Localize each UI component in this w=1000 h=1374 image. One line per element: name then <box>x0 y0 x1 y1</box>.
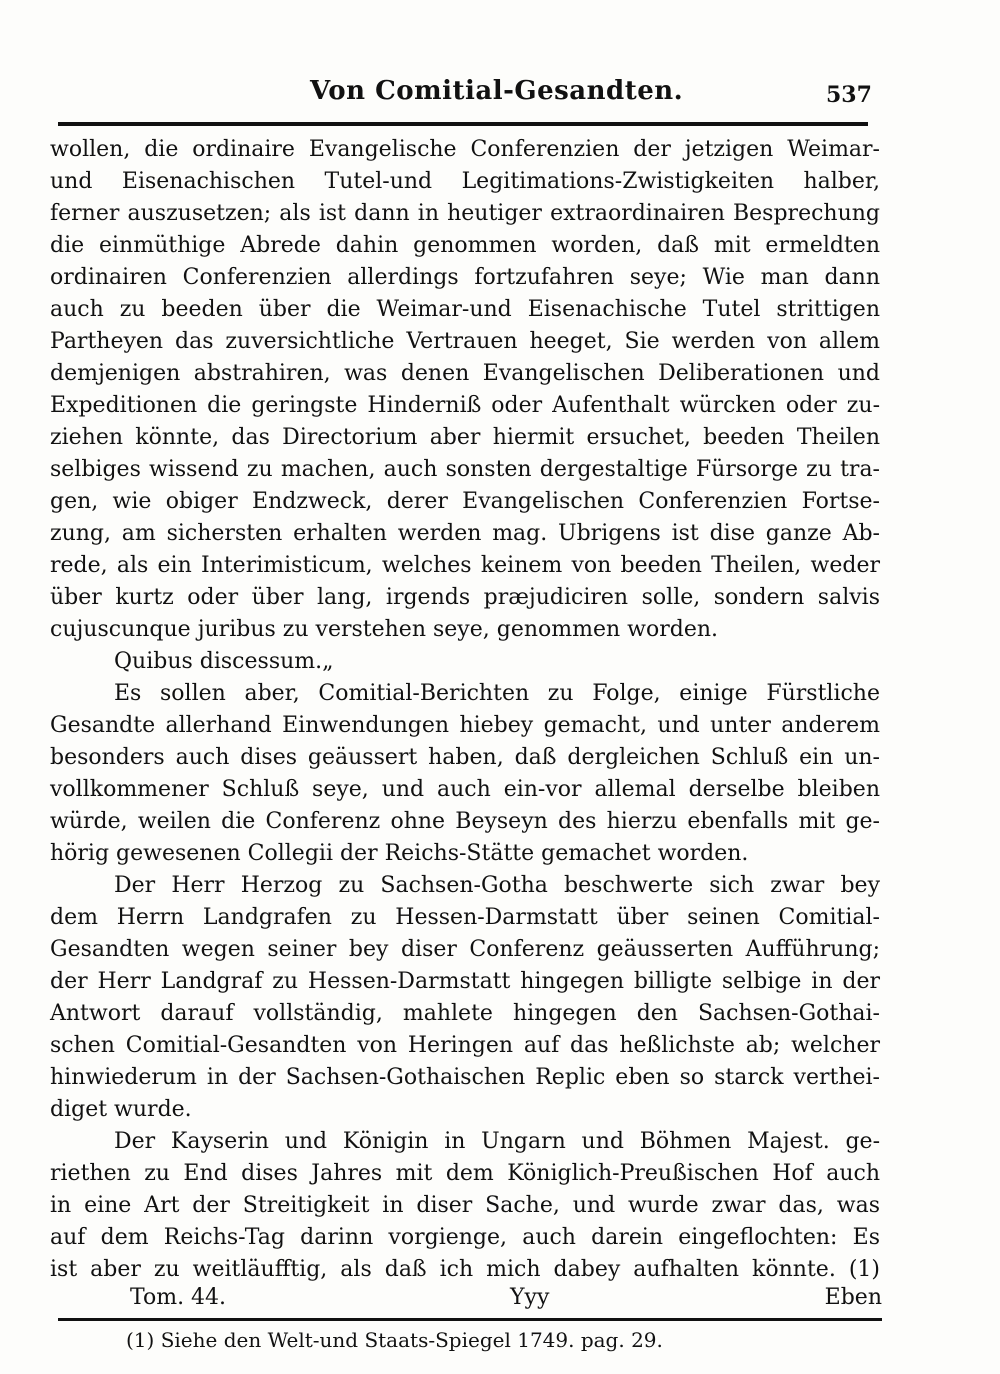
text-line: über kurtz oder über lang, irgends præjudiciren solle, sondern salvis <box>50 585 880 610</box>
text-line: Es sollen aber, Comitial-Berichten zu Folge, einige Fürstliche <box>114 681 880 706</box>
text-line: selbiges wissend zu machen, auch sonsten dergestaltige Fürsorge zu tra- <box>50 457 880 482</box>
header-rule <box>58 122 868 126</box>
text-line: hörig gewesenen Collegii der Reichs-Stätte gemachet worden. <box>50 841 749 866</box>
text-line: auch zu beeden über die Weimar-und Eisenachische Tutel strittigen <box>50 297 880 322</box>
text-line: Gesandten wegen seiner bey diser Conferenz geäusserten Aufführung; <box>50 937 880 962</box>
text-line: schen Comitial-Gesandten von Heringen auf das heßlichste ab; welcher <box>50 1033 880 1058</box>
text-line: in eine Art der Streitigkeit in diser Sache, und wurde zwar das, was <box>50 1193 880 1218</box>
text-line: Der Kayserin und Königin in Ungarn und Böhmen Majest. ge- <box>114 1129 880 1154</box>
text-line: und Eisenachischen Tutel-und Legitimations-Zwistigkeiten halber, <box>50 169 880 194</box>
footnote: (1) Siehe den Welt-und Staats-Spiegel 1749. pag. 29. <box>126 1328 663 1352</box>
text-line: ordinairen Conferenzien allerdings fortzufahren seye; Wie man dann <box>50 265 880 290</box>
text-line: zung, am sichersten erhalten werden mag. Ubrigens ist dise ganze Ab- <box>50 521 880 546</box>
catchword: Eben <box>824 1285 882 1310</box>
text-line: Der Herr Herzog zu Sachsen-Gotha beschwerte sich zwar bey <box>114 873 880 898</box>
text-line: Partheyen das zuversichtliche Vertrauen heeget, Sie werden von allem <box>50 329 880 354</box>
footnote-rule <box>58 1318 882 1321</box>
text-line: ist aber zu weitläufftig, als daß ich mich dabey aufhalten könnte. (1) <box>50 1257 880 1282</box>
text-line: auf dem Reichs-Tag darinn vorgienge, auch darein eingeflochten: Es <box>50 1225 880 1250</box>
signature-mark: Yyy <box>510 1285 550 1310</box>
text-line: dem Herrn Landgrafen zu Hessen-Darmstatt über seinen Comitial- <box>50 905 880 930</box>
text-line: vollkommener Schluß seye, und auch ein-vor allemal derselbe bleiben <box>50 777 880 802</box>
text-line: demjenigen abstrahiren, was denen Evangelischen Deliberationen und <box>50 361 880 386</box>
text-line: Expeditionen die geringste Hinderniß oder Aufenthalt würcken oder zu- <box>50 393 880 418</box>
text-line: cujuscunque juribus zu verstehen seye, genommen worden. <box>50 617 719 642</box>
text-line: ziehen könnte, das Directorium aber hiermit ersuchet, beeden Theilen <box>50 425 880 450</box>
text-line: hinwiederum in der Sachsen-Gothaischen Replic eben so starck verthei- <box>50 1065 880 1090</box>
text-line: besonders auch dises geäussert haben, daß dergleichen Schluß ein un- <box>50 745 880 770</box>
running-head-title: Von Comitial-Gesandten. <box>310 76 684 106</box>
text-line: der Herr Landgraf zu Hessen-Darmstatt hingegen billigte selbige in der <box>50 969 880 994</box>
text-line: gen, wie obiger Endzweck, derer Evangelischen Conferenzien Fortse- <box>50 489 880 514</box>
text-line: rede, als ein Interimisticum, welches keinem von beeden Theilen, weder <box>50 553 880 578</box>
text-line: würde, weilen die Conferenz ohne Beyseyn des hierzu ebenfalls mit ge- <box>50 809 880 834</box>
text-line: Quibus discessum.„ <box>114 649 334 674</box>
text-line: diget wurde. <box>50 1097 192 1122</box>
page-footer <box>130 1282 882 1314</box>
page-number: 537 <box>826 82 872 108</box>
text-line: die einmüthige Abrede dahin genommen worden, daß mit ermeldten <box>50 233 880 258</box>
body-text <box>50 134 880 1286</box>
text-line: ferner auszusetzen; als ist dann in heutiger extraordinairen Besprechung <box>50 201 880 226</box>
volume-mark: Tom. 44. <box>130 1285 227 1310</box>
text-line: Antwort darauf vollständig, mahlete hingegen den Sachsen-Gothai- <box>50 1001 880 1026</box>
text-line: wollen, die ordinaire Evangelische Conferenzien der jetzigen Weimar- <box>50 137 880 162</box>
text-line: Gesandte allerhand Einwendungen hiebey gemacht, und unter anderem <box>50 713 880 738</box>
text-line: riethen zu End dises Jahres mit dem Königlich-Preußischen Hof auch <box>50 1161 880 1186</box>
